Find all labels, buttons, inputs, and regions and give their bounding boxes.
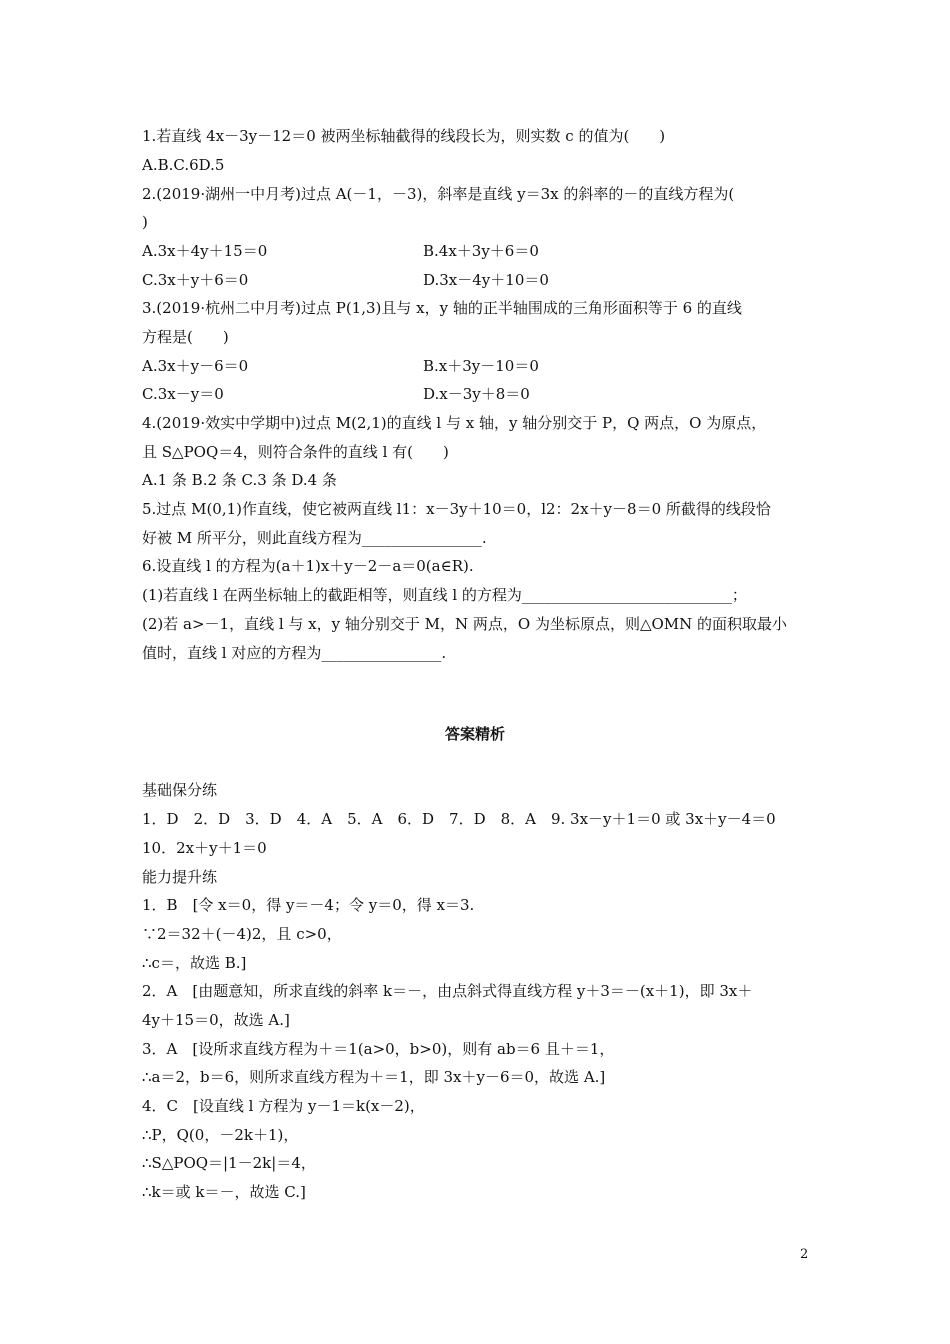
basic-answers-line-2: 10．2x＋y＋1＝0 [142, 839, 267, 857]
question-3-option-b: B.x＋3y－10＝0 [423, 357, 539, 375]
answer-3-line-1: 3．A [设所求直线方程为＋＝1(a>0，b>0)，则有 ab＝6 且＋＝1， [142, 1040, 615, 1058]
answer-4-line-1: 4．C [设直线 l 方程为 y－1＝k(x－2)， [142, 1097, 425, 1115]
question-2-line-2: ) [142, 213, 148, 231]
question-5-line-2: 好被 M 所平分，则此直线方程为________________. [142, 529, 487, 547]
question-4-options: A.1 条 B.2 条 C.3 条 D.4 条 [142, 471, 337, 489]
advanced-practice-heading: 能力提升练 [142, 868, 218, 886]
question-6-line-1: 6.设直线 l 的方程为(a＋1)x＋y－2－a＝0(a∈R). [142, 557, 474, 575]
page-number: 2 [800, 1247, 809, 1262]
basic-answers-line-1: 1．D 2．D 3．D 4．A 5．A 6．D 7．D 8．A 9. 3x－y＋1＝0 或 3x＋y－4＝0 [142, 810, 776, 828]
question-2-option-a: A.3x＋4y＋15＝0 [142, 242, 268, 260]
question-6-part-2-line-1: (2)若 a>－1，直线 l 与 x，y 轴分别交于 M，N 两点，O 为坐标原点，则△OMN 的面积取最小 [142, 615, 788, 633]
question-1-options: A.B.C.6D.5 [142, 156, 225, 174]
question-2-option-c: C.3x＋y＋6＝0 [142, 271, 249, 289]
question-5-line-1: 5.过点 M(0,1)作直线，使它被两直线 l1：x－3y＋10＝0，l2：2x＋y－8＝0 所截得的线段恰 [142, 500, 771, 518]
answer-1-line-3: ∴c＝，故选 B.] [142, 954, 247, 972]
answer-2-line-2: 4y＋15＝0，故选 A.] [142, 1011, 290, 1029]
answer-1-line-1: 1．B [令 x＝0，得 y＝－4；令 y＝0，得 x＝3. [142, 896, 475, 914]
question-6-part-2-line-2: 值时，直线 l 对应的方程为________________. [142, 644, 447, 662]
question-3-option-d: D.x－3y＋8＝0 [423, 385, 530, 403]
question-2-option-b: B.4x＋3y＋6＝0 [423, 242, 539, 260]
question-1: 1.若直线 4x－3y－12＝0 被两坐标轴截得的线段长为，则实数 c 的值为( ) [142, 127, 666, 145]
question-4-line-1: 4.(2019·效实中学期中)过点 M(2,1)的直线 l 与 x 轴，y 轴分别交于 P，Q 两点，O 为原点， [142, 414, 767, 432]
answer-4-line-3: ∴S△POQ＝|1－2k|＝4， [142, 1154, 316, 1172]
question-3-line-1: 3.(2019·杭州二中月考)过点 P(1,3)且与 x，y 轴的正半轴围成的三角形面积等于 6 的直线 [142, 299, 742, 317]
question-4-line-2: 且 S△POQ＝4，则符合条件的直线 l 有( ) [142, 443, 449, 461]
question-2-option-d: D.3x－4y＋10＝0 [423, 271, 549, 289]
answers-title: 答案精析 [444, 725, 505, 743]
answer-1-line-2: ∵2＝32＋(－4)2，且 c>0， [142, 925, 342, 943]
answer-4-line-4: ∴k＝或 k＝－，故选 C.] [142, 1183, 306, 1201]
question-3-option-c: C.3x－y＝0 [142, 385, 224, 403]
question-3-line-2: 方程是( ) [142, 328, 229, 346]
question-6-part-1: (1)若直线 l 在两坐标轴上的截距相等，则直线 l 的方程为____________________________； [142, 586, 747, 604]
answer-3-line-2: ∴a＝2，b＝6，则所求直线方程为＋＝1，即 3x＋y－6＝0，故选 A.] [142, 1068, 606, 1086]
answer-4-line-2: ∴P，Q(0，－2k＋1)， [142, 1126, 299, 1144]
question-2-line-1: 2.(2019·湖州一中月考)过点 A(－1，－3)，斜率是直线 y＝3x 的斜率的－的直线方程为( [142, 185, 735, 203]
question-3-option-a: A.3x＋y－6＝0 [142, 357, 249, 375]
answer-2-line-1: 2．A [由题意知，所求直线的斜率 k＝－，由点斜式得直线方程 y＋3＝－(x＋1)，即 3x＋ [142, 982, 753, 1000]
basic-practice-heading: 基础保分练 [142, 781, 218, 799]
